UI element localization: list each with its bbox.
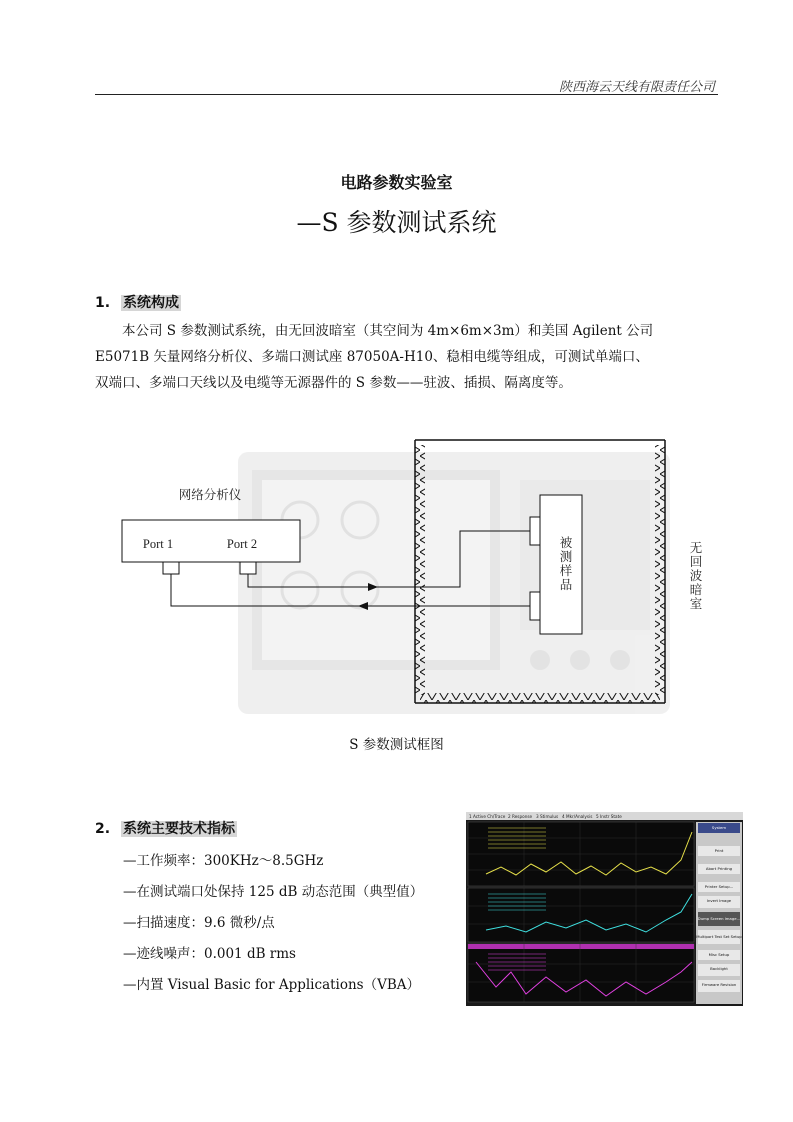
section2-title: 系统主要技术指标 <box>123 821 235 837</box>
menu-item: 4 Mkr/Analysis <box>562 814 593 819</box>
port2-connector <box>240 562 256 574</box>
chamber-char-2: 回 <box>689 554 703 569</box>
menu-item: 3 Stimulus <box>536 814 559 819</box>
softkey: Print <box>714 848 724 853</box>
spec-item: —内置 Visual Basic for Applications（VBA） <box>123 977 421 993</box>
dut-char-4: 品 <box>559 577 573 592</box>
dut-connector-top <box>530 517 540 545</box>
spec-list <box>123 846 423 1001</box>
trace-pane-2 <box>468 888 694 942</box>
spec-item: —迹线噪声：0.001 dB rms <box>123 946 296 962</box>
section1-number: 1. <box>95 295 111 311</box>
spec-item: —工作频率：300KHz～8.5GHz <box>123 853 324 869</box>
softkey: Misc Setup <box>708 952 730 957</box>
page-subtitle: —S 参数测试系统 <box>296 208 497 237</box>
softkey: Backlight <box>710 966 728 971</box>
header-rule <box>95 94 718 95</box>
section1-title: 系统构成 <box>123 295 179 311</box>
para-line-3: 双端口、多端口天线以及电缆等无源器件的 S 参数——驻波、插损、隔离度等。 <box>95 375 572 391</box>
dut-char-1: 被 <box>559 535 573 550</box>
spec-item: —扫描速度：9.6 微秒/点 <box>123 915 275 931</box>
section1-heading <box>95 292 181 312</box>
softkey: Printer Setup... <box>704 884 734 889</box>
port1-connector <box>163 562 179 574</box>
chamber-char-5: 室 <box>689 596 703 611</box>
section2-heading <box>95 818 237 838</box>
menu-item: 1 Active Ch/Trace <box>469 814 506 819</box>
section1-paragraph <box>95 318 720 396</box>
analyzer-photo-watermark <box>238 452 670 714</box>
port1-label: Port 1 <box>142 537 174 551</box>
para-line-2: E5071B 矢量网络分析仪、多端口测试座 87050A-H10、稳相电缆等组成，可测试单端口、 <box>95 349 649 365</box>
softkey: Invert Image <box>706 898 732 903</box>
softkey: Firmware Revision <box>701 982 737 987</box>
analyzer-label: 网络分析仪 <box>178 487 242 502</box>
trace-pane-3 <box>468 944 694 1002</box>
diagram-caption: S 参数测试框图 <box>349 737 444 753</box>
dut-connector-bottom <box>530 592 540 620</box>
softkey: System <box>711 825 727 830</box>
page-title: 电路参数实验室 <box>340 173 453 192</box>
chamber-char-4: 暗 <box>689 582 703 597</box>
softkey: Dump Screen Image... <box>697 916 741 921</box>
spec-item: —在测试端口处保持 125 dB 动态范围（典型值） <box>123 884 424 900</box>
trace-pane-1 <box>468 822 694 886</box>
chamber-char-1: 无 <box>689 540 703 555</box>
para-line-1: 本公司 S 参数测试系统，由无回波暗室（其空间为 4m×6m×3m）和美国 Agilent 公司 <box>122 323 654 339</box>
menu-item: 2 Response <box>508 814 533 819</box>
section2-number: 2. <box>95 821 111 837</box>
softkey: Abort Printing <box>705 866 733 871</box>
chamber-char-3: 波 <box>689 568 703 583</box>
menu-item: 5 Instr State <box>596 814 622 819</box>
dut-char-3: 样 <box>559 563 573 578</box>
analyzer-screenshot <box>466 812 743 1006</box>
dut-char-2: 测 <box>559 549 573 564</box>
header-company: 陕西海云天线有限责任公司 <box>558 80 715 95</box>
s-parameter-block-diagram <box>0 425 793 725</box>
softkey: Multiport Test Set Setup <box>696 934 742 939</box>
port2-label: Port 2 <box>226 537 258 551</box>
